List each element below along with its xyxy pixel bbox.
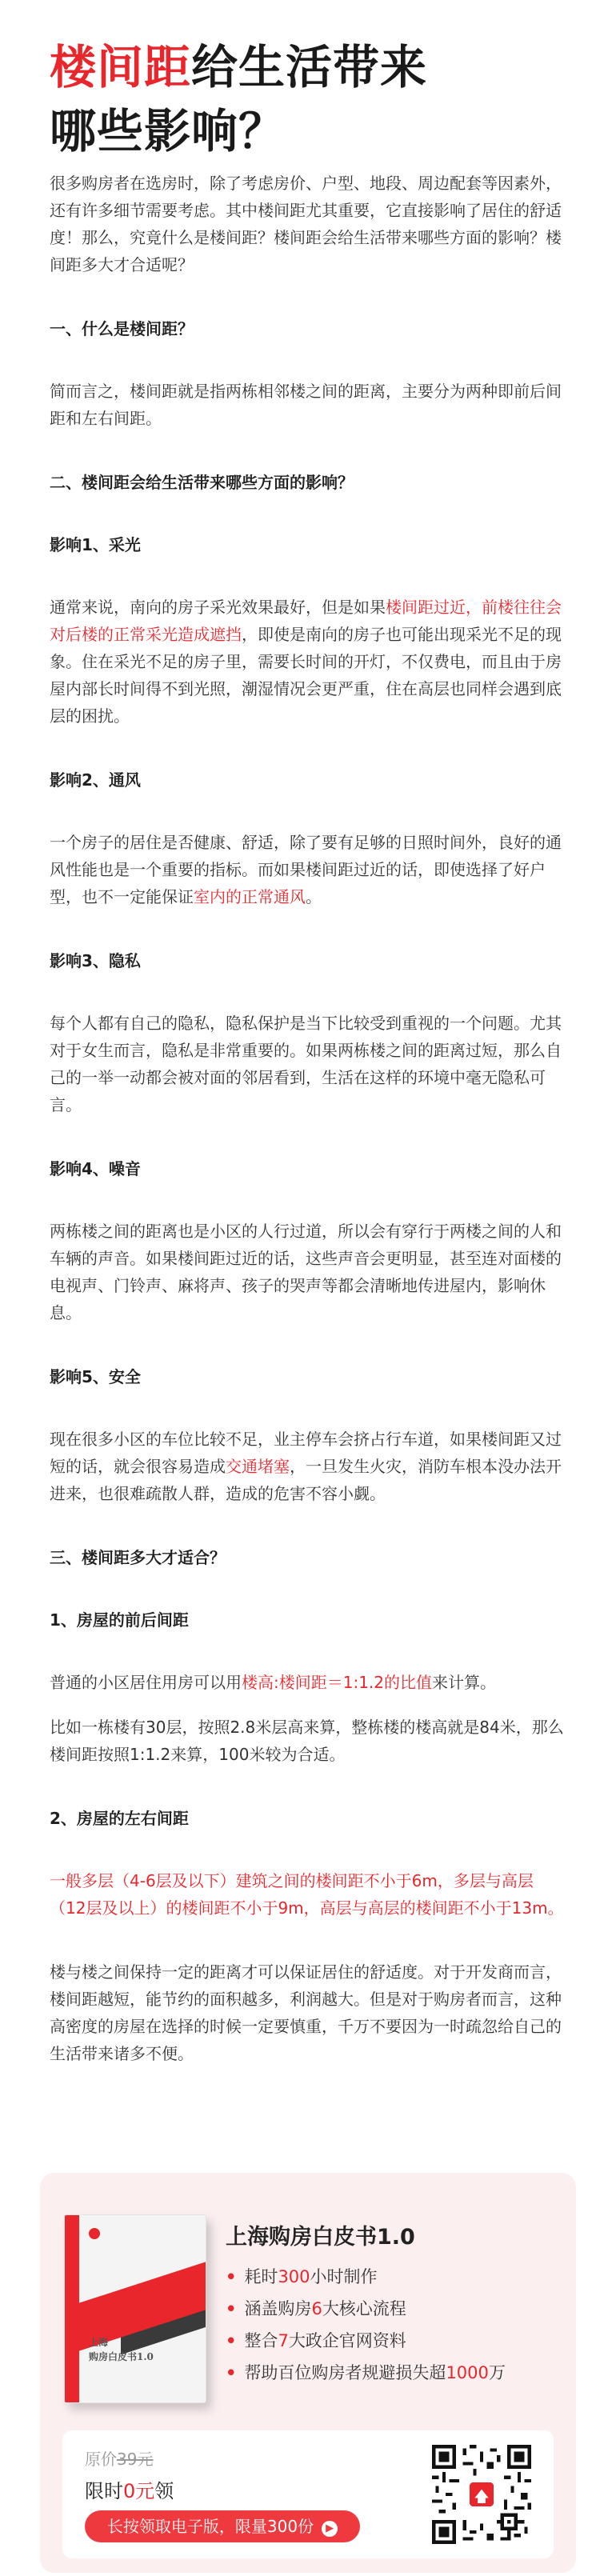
- qr-code-image[interactable]: [432, 2445, 531, 2544]
- bullet-text: 耗时: [244, 2267, 278, 2286]
- promo-bullet: [226, 2357, 562, 2389]
- title-rest: 给生活带来: [191, 40, 428, 94]
- impact-2-heading: 影响2、通风: [50, 770, 141, 790]
- impact-4-text: 两栋楼之间的距离也是小区的人行过道，所以会有穿行于两楼之间的人和车辆的声音。如果楼间距过近的话，这些声音会更明显，甚至连对面楼的电视声、门铃声、麻将声、孩子的哭声等都会清晰地传进屋内，影响休息。: [50, 1222, 562, 1322]
- section-3-p4: 楼与楼之间保持一定的距离才可以保证居住的舒适度。对于开发商而言，楼间距越短，能节约的面积越多，利润越大。但是对于购房者而言，这种高密度的房屋在选择的时候一定要慎重，千万不要因为一时疏忽给自己的生活带来诸多不便。: [50, 1962, 562, 2063]
- promo-offer-box: [62, 2430, 554, 2558]
- promo-bullet: [226, 2325, 562, 2357]
- claim-ebook-button[interactable]: [85, 2510, 360, 2542]
- bullet-dot-icon: •: [226, 2363, 237, 2382]
- impact-2-text-a: 一个房子的居住是否健康、舒适，除了要有足够的日照时间外，良好的通风性能也是一个重要的指标。而如果楼间距过近的话，即使选择了好户型，也不一定能保证: [50, 833, 562, 906]
- bullet-text: 万: [488, 2363, 506, 2382]
- bullet-highlight: 6: [311, 2299, 322, 2318]
- impact-1-highlight: 楼间距过近，前楼往往会对后楼的正常采光造成遮挡: [50, 598, 562, 644]
- impact-5-heading: 影响5、安全: [50, 1367, 141, 1386]
- book-spine: [65, 2215, 79, 2402]
- bullet-highlight: 7: [278, 2331, 289, 2350]
- original-price-value: 39元: [117, 2450, 154, 2469]
- book-cover-title: 上海 购房白皮书1.0: [89, 2337, 154, 2362]
- bullet-text: 小时制作: [310, 2267, 378, 2286]
- impact-5-text-a: 现在很多小区的车位比较不足，业主停车会挤占行车道，如果楼间距又过短的话，就会很容易造成: [50, 1430, 562, 1476]
- bullet-text: 帮助百位购房者规避损失超: [244, 2363, 446, 2382]
- limited-offer-b: 领: [154, 2480, 174, 2502]
- title-line2: 哪些影响？: [50, 104, 286, 158]
- ratio-highlight: 楼高:楼间距＝1:1.2的比值: [242, 1673, 433, 1692]
- claim-button-label: 长按领取电子版，限量300份: [106, 2517, 314, 2536]
- chevron-right-icon: ▶: [322, 2521, 338, 2537]
- bullet-dot-icon: •: [226, 2331, 237, 2350]
- bullet-highlight: 1000: [446, 2363, 489, 2382]
- article-body: [50, 170, 570, 2104]
- impact-5-highlight: 交通堵塞: [226, 1457, 290, 1476]
- original-price: [85, 2446, 153, 2470]
- bullet-highlight: 300: [278, 2267, 310, 2286]
- impact-1-heading: 影响1、采光: [50, 535, 141, 554]
- impact-2-highlight: 室内的正常通风: [194, 887, 306, 906]
- section-3-sub-1: 1、房屋的前后间距: [50, 1610, 189, 1630]
- promo-card[interactable]: [40, 2173, 576, 2573]
- section-1-heading: 一、什么是楼间距？: [50, 319, 194, 338]
- bullet-text: 大核心流程: [322, 2299, 406, 2318]
- bullet-dot-icon: •: [226, 2267, 237, 2286]
- impact-4-heading: 影响4、噪音: [50, 1159, 141, 1178]
- book-logo-icon: [89, 2228, 100, 2239]
- impact-1-text: [50, 594, 570, 730]
- article-title: [50, 35, 570, 163]
- section-3-heading: 三、楼间距多大才适合？: [50, 1548, 226, 1567]
- bullet-dot-icon: •: [226, 2299, 237, 2318]
- section-2-heading: 二、楼间距会给生活带来哪些方面的影响？: [50, 473, 354, 492]
- impact-3-text: 每个人都有自己的隐私，隐私保护是当下比较受到重视的一个问题。尤其对于女生而言，隐私是非常重要的。如果两栋楼之间的距离过短，那么自己的一举一动都会被对面的邻居看到，生活在这样的环境中毫无隐私可言。: [50, 1014, 562, 1114]
- book-cover-image: [64, 2214, 206, 2403]
- section-1-text: 简而言之，楼间距就是指两栋相邻楼之间的距离，主要分为两种即前后间距和左右间距。: [50, 382, 562, 428]
- title-highlight: 楼间距: [50, 40, 192, 94]
- impact-2-text-b: 。: [306, 887, 322, 906]
- free-price: 0元: [123, 2480, 155, 2502]
- intro-paragraph: 很多购房者在选房时，除了考虑房价、户型、地段、周边配套等因素外，还有许多细节需要考虑。其中楼间距尤其重要，它直接影响了居住的舒适度！那么，究竟什么是楼间距？楼间距会给生活带来哪些方面的影响？楼间距多大才合适呢？: [50, 174, 562, 274]
- promo-bullet: [226, 2293, 562, 2325]
- bullet-text: 涵盖购房: [244, 2299, 312, 2318]
- section-3-p1: [50, 1669, 570, 1696]
- impact-1-text-a: 通常来说，南向的房子采光效果最好，但是如果: [50, 598, 386, 617]
- section-3-p1-a: 普通的小区居住用房可以用: [50, 1673, 242, 1692]
- section-3-p1-b: 来计算。: [432, 1673, 497, 1692]
- limited-offer: [85, 2475, 174, 2503]
- impact-5-text: [50, 1426, 570, 1507]
- bullet-text: 大政企官网资料: [288, 2331, 406, 2350]
- promo-bullet: [226, 2261, 562, 2293]
- impact-5-text-b: ，一旦发生火灾，消防车根本没办法开进来，也很难疏散人群，造成的危害不容小觑。: [50, 1457, 562, 1503]
- promo-bullets: [226, 2261, 562, 2389]
- impact-2-text: [50, 829, 570, 910]
- original-price-label: 原价: [85, 2450, 117, 2469]
- limited-offer-a: 限时: [85, 2480, 123, 2502]
- section-3-sub-2: 2、房屋的左右间距: [50, 1809, 189, 1828]
- impact-1-text-b: ，即使是南向的房子也可能出现采光不足的现象。住在采光不足的房子里，需要长时间的开灯，不仅费电，而且由于房屋内部长时间得不到光照，潮湿情况会更严重，住在高层也同样会遇到底层的困扰。: [50, 625, 562, 726]
- impact-3-heading: 影响3、隐私: [50, 951, 141, 970]
- promo-title: 上海购房白皮书1.0: [226, 2225, 415, 2250]
- section-3-p2: 比如一栋楼有30层，按照2.8米层高来算，整栋楼的楼高就是84米，那么楼间距按照1:1.2来算，100米较为合适。: [50, 1718, 564, 1764]
- section-3-p3: 一般多层（4-6层及以下）建筑之间的楼间距不小于6m，多层与高层（12层及以上）的楼间距不小于9m，高层与高层的楼间距不小于13m。: [50, 1871, 564, 1918]
- bullet-text: 整合: [244, 2331, 278, 2350]
